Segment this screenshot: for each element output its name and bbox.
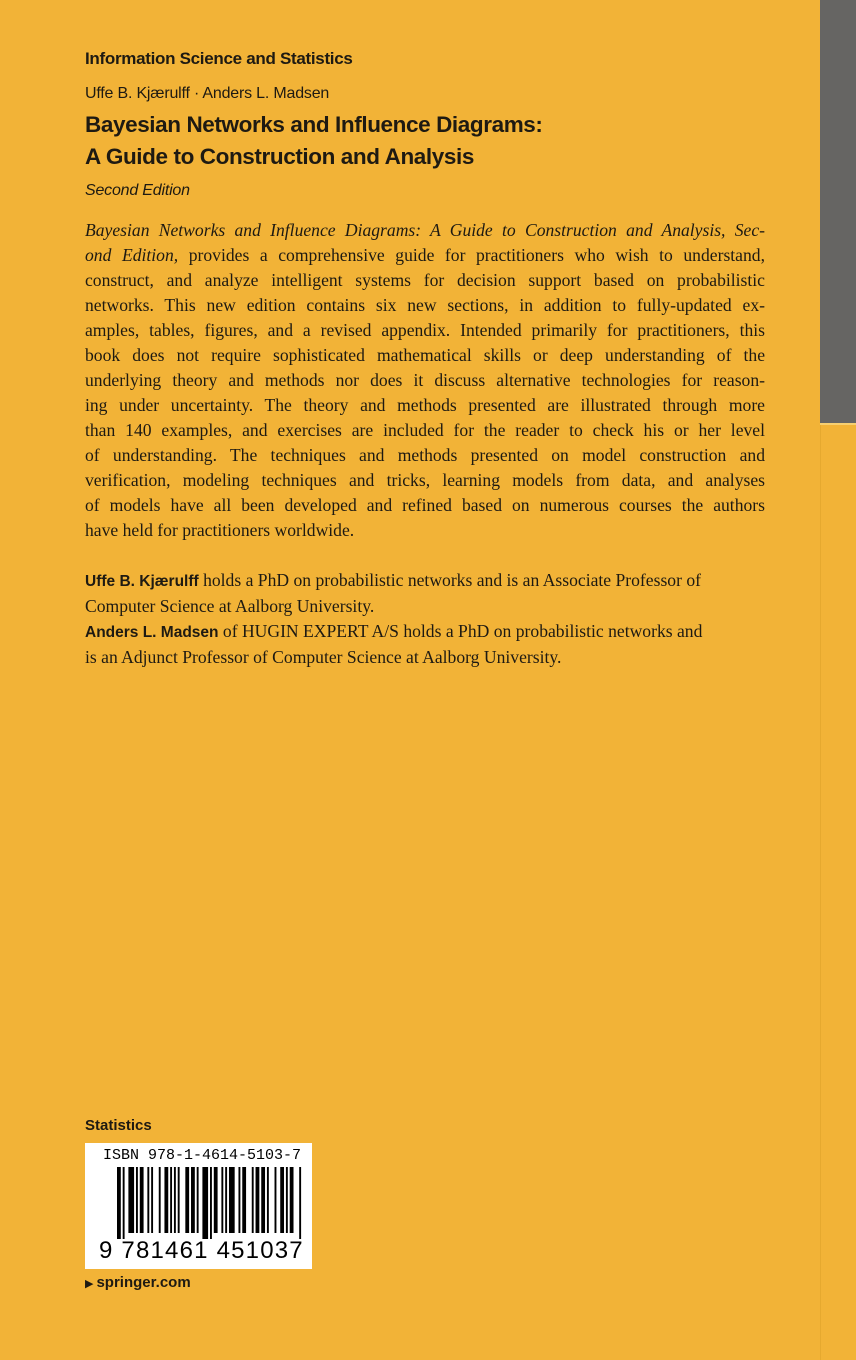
barcode-bar [174,1167,176,1233]
barcode-bar [202,1167,208,1239]
barcode-bar [229,1167,235,1233]
barcode-bar [159,1167,161,1233]
barcode-bar [147,1167,149,1233]
isbn-text: ISBN 978-1-4614-5103-7 [103,1147,302,1164]
barcode-bar [275,1167,277,1233]
barcode-bar [299,1167,301,1239]
barcode-bars [117,1167,303,1239]
barcode-bar [252,1167,254,1233]
barcode-bar [151,1167,153,1233]
description-line: construct, and analyze intelligent systems for decision support based on probabilistic [85,270,765,290]
barcode-bar [225,1167,227,1233]
description-line: book does not require sophisticated mathematical skills or deep understanding of the [85,345,765,365]
series-title: Information Science and Statistics [85,49,353,68]
barcode-bar [242,1167,246,1233]
spine-light-band [820,425,856,1360]
description-italic-lead-2: ond Edition, [85,245,179,265]
spine-dark-band [820,0,856,423]
play-arrow-icon: ▶ [85,1278,94,1290]
description-line: than 140 examples, and exercises are included for the reader to check his or her level [85,420,765,440]
barcode-bar [238,1167,240,1233]
bio-author1-line: Uffe B. Kjærulff holds a PhD on probabilistic networks and is an Associate Professor of [85,570,702,590]
author-names: Uffe B. Kjærulff · Anders L. Madsen [85,85,330,102]
barcode-bar [185,1167,189,1233]
subject-label: Statistics [85,1117,152,1134]
barcode-bar [286,1167,288,1233]
barcode-bar [214,1167,218,1233]
barcode-bar [191,1167,195,1233]
barcode-bar [290,1167,294,1233]
description-line: amples, tables, figures, and a revised appendix. Intended primarily for practitioners, this [85,320,765,340]
description-line: ing under uncertainty. The theory and methods presented are illustrated through more [85,395,765,415]
barcode-bar [164,1167,168,1233]
bio-author2-line: Anders L. Madsen of HUGIN EXPERT A/S holds a PhD on probabilistic networks and [85,621,703,641]
description-line: have held for practitioners worldwide. [85,520,355,540]
barcode-bar [140,1167,144,1233]
isbn-barcode [85,1143,312,1269]
barcode-bar [123,1167,125,1239]
barcode-bar [170,1167,172,1233]
description-line: verification, modeling techniques and tricks, learning models from data, and analyses [85,470,765,490]
barcode-bar [128,1167,134,1233]
barcode-bar [267,1167,269,1233]
barcode-bar [221,1167,223,1233]
bio-author2-line: is an Adjunct Professor of Computer Science at Aalborg University. [85,647,562,667]
author-bios [85,568,765,670]
barcode-bar [256,1167,260,1233]
book-title-line-1: Bayesian Networks and Influence Diagrams: [85,112,543,137]
book-title [85,109,543,173]
barcode-bar [261,1167,265,1233]
description-line: ond Edition, provides a comprehensive guide for practitioners who wish to understand, [85,245,765,265]
bio-author2-name: Anders L. Madsen [85,624,219,641]
barcode-bar [197,1167,199,1233]
barcode-bar [178,1167,180,1233]
description-line: underlying theory and methods nor does it discuss alternative technologies for reason- [85,370,765,390]
description-line: of models have all been developed and refined based on numerous courses the authors [85,495,765,515]
barcode-bar [280,1167,284,1233]
barcode-digits: 9 781461 451037 [99,1237,304,1264]
bio-author1-line: Computer Science at Aalborg University. [85,596,375,616]
description-paragraph [85,218,765,543]
description-line: networks. This new edition contains six new sections, in addition to fully-updated ex- [85,295,765,315]
book-title-line-2: A Guide to Construction and Analysis [85,144,474,169]
barcode-bar [117,1167,121,1239]
description-line: of understanding. The techniques and methods presented on model construction and [85,445,765,465]
barcode-bar [136,1167,138,1233]
publisher-website [85,1274,191,1291]
bio-author1-name: Uffe B. Kjærulff [85,573,199,590]
description-italic-lead-1: Bayesian Networks and Influence Diagrams: A Guide to Construction and Analysis, Sec- [85,220,765,240]
barcode-bar [210,1167,212,1239]
website-link[interactable]: springer.com [96,1274,191,1291]
edition-label: Second Edition [85,182,190,199]
